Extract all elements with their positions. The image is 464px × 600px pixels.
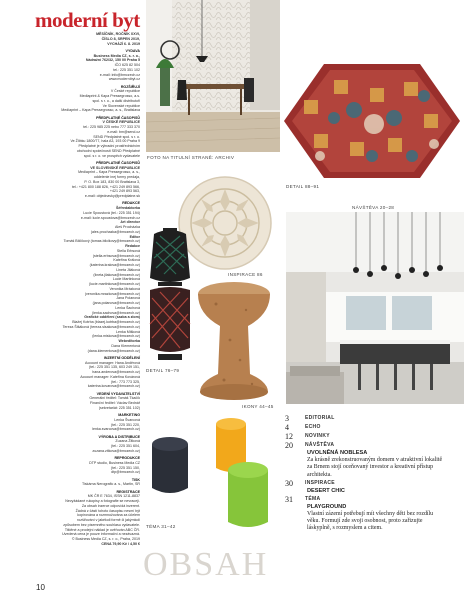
imprint-line: Blažej Kotrba (blazej.kotrba@bmczech.cz) (72, 320, 140, 324)
imprint-line: VYCHÁZÍ 6. 8. 2019 (107, 41, 140, 46)
imprint-line: zuzana.zitkova@bmczech.cz) (92, 448, 140, 453)
imprint-line: hana.anderova@bmczech.cz) (92, 370, 140, 374)
imprint-line: Ve Slovenské republice (102, 103, 140, 108)
toc-section-title: ECHO (305, 424, 321, 430)
imprint-line: DTP studio, Business Media CZ (89, 460, 140, 465)
imprint-line: VE SLOVENSKÉ REPUBLICE (90, 165, 140, 170)
toc-entry[interactable] (285, 479, 445, 488)
cover-photo (146, 0, 280, 152)
magazine-logo: moderní byt (35, 8, 140, 32)
toc-page-number: 3 (285, 414, 289, 423)
lanterns-photo (146, 228, 194, 366)
hexagon-rug-photo (284, 60, 464, 182)
imprint-line: Lenka Šachová (115, 305, 140, 310)
imprint-line: kopírována a rozmnožována za účelem (77, 513, 140, 518)
imprint-line: Account manager: Kateřina Kovárová (80, 374, 140, 379)
imprint-line: Mediaprint – Kapa Pressegrosso, a. s., (78, 170, 140, 175)
toc-page-number: 30 (285, 478, 293, 488)
inspirace-caption: INSPIRACE 86 (228, 272, 263, 277)
imprint-line: Tomáš Bílčíkový (tomas.bilcikovy@bmczech.cz) (63, 239, 140, 244)
imprint-line: Kateřina Králová (113, 258, 140, 263)
imprint-line: Finanční ředitel: Václav Bednář (90, 401, 140, 405)
imprint-line: REGISTRACE (116, 489, 140, 494)
imprint-line: www.moderníbyt.cz (108, 77, 140, 82)
imprint-line: Jana Polanová (116, 296, 140, 301)
imprint-line: tel.: 225 351 102 (113, 67, 140, 72)
kids-stools-image (146, 414, 282, 530)
imprint-line: (lenka.miskova@bmczech.cz) (92, 334, 140, 339)
toc-page-number: 4 (285, 423, 289, 432)
imprint-line: (lineta.jilakova@bmczech.cz) (93, 272, 140, 277)
imprint-line: e-mail: lucie.spoustova@bmczech.cz (80, 215, 140, 220)
imprint-line: +421 249 893 563, (109, 189, 140, 194)
detail-88-caption: DETAIL 88–91 (286, 184, 320, 189)
imprint-line: e-mail: bm@send.cz (107, 129, 140, 134)
cork-stool-image (196, 280, 272, 402)
imprint-line: (tel.: 225 351 604, (111, 444, 140, 448)
toc-entry[interactable] (285, 495, 445, 504)
imprint-line: Account manager: Hana Anděrová (85, 360, 140, 365)
tema-caption: TÉMA 31–42 (146, 524, 176, 529)
imprint-line: Nádražní 762/32, 150 00 Praha 5 (85, 58, 140, 63)
imprint-line: (dana.klementova@bmczech.cz) (87, 348, 140, 353)
toc-section-title: TÉMA (305, 495, 321, 502)
imprint-line: rozšiřování v jakékoli formě či jakýmkoli (77, 518, 140, 522)
imprint-line: REDAKCE (122, 201, 140, 206)
imprint-line: Za obsah inzerce odpovídá inzerent. (81, 503, 140, 508)
imprint-line: Uvedená cena je pouze informační a nezávazná. (62, 532, 140, 537)
imprint-line: MARKETING (118, 413, 140, 417)
imprint-line: V ČESKÉ REPUBLICE (102, 120, 140, 125)
lanterns-image (146, 228, 194, 366)
imprint-line: TISK (131, 477, 140, 482)
navsteva-photo (286, 212, 464, 404)
cover-caption: FOTO NA TITULNÍ STRANĚ: ARCHIV (147, 155, 235, 160)
toc-page-number: 31 (285, 494, 293, 504)
imprint-line: Stella Erbsová (116, 248, 140, 253)
imprint-line: VÝROBA A DISTRIBUCE (98, 434, 140, 439)
imprint-line: obchodní společnosti SEND Předplatné (76, 148, 140, 153)
imprint-line: (katerina.kralova@bmczech.cz) (89, 263, 140, 267)
imprint-line: (veronika.mrazkova@bmczech.cz) (84, 291, 140, 296)
imprint-line: Zuzana Žitková (115, 439, 140, 444)
toc-page-number: 12 (285, 432, 293, 441)
imprint-line: Aleš Procházka (115, 225, 140, 229)
cork-stool-photo (196, 280, 272, 402)
imprint-line: Veronika Mrázková (109, 286, 140, 291)
imprint-line: MK ČR E 7634, ISSN 1211-8837 (87, 494, 140, 499)
imprint-line: spol. s r. o. ve prospěch vydavatele (83, 153, 140, 158)
toc-section-title: NÁVŠTĚVA (305, 442, 335, 448)
imprint-line: Art director (120, 220, 140, 225)
imprint-line: VYDAVA (125, 48, 140, 53)
imprint-line: Editor (129, 234, 140, 239)
imprint-line: (tel.: 773 773 325, (111, 379, 140, 384)
cover-photo-image (146, 0, 280, 152)
imprint-line: (tel.: 225 351 220, (111, 422, 140, 427)
kids-stools-photo (146, 414, 282, 530)
imprint-line: INZERTNÍ ODDĚLENÍ (103, 355, 140, 360)
imprint-line: (jana.polanova@bmczech.cz) (92, 301, 140, 305)
imprint-line: e-mail: objednavky@predplatne.sk (84, 194, 140, 198)
imprint-line: VEDENÍ VYDAVATELSTVÍ (96, 391, 140, 396)
toc-entry[interactable] (285, 423, 445, 432)
toc-page-number: 20 (285, 441, 293, 450)
imprint-line: Lucie Spoustová (tel.: 225 351 194) (83, 210, 140, 215)
imprint-line: © Business Media CZ, s. r. o., Praha, 2019 (71, 537, 140, 541)
ikony-caption: IKONY 44–45 (242, 404, 274, 409)
imprint-line: Mediaprint & Kapa Pressegrosso, a.s. (79, 94, 140, 98)
imprint-line: Šéfredaktorka (116, 206, 140, 210)
imprint-line: PŘEDPLATNÉ ČASOPISŮ (96, 115, 140, 120)
toc-section-title: INSPIRACE (305, 479, 335, 486)
imprint-line: Business Media CZ, s. r. o., (93, 53, 140, 58)
toc-entry[interactable] (285, 441, 445, 450)
toc-entry[interactable] (285, 432, 445, 441)
imprint-line: Lineta Jiláková (116, 267, 140, 272)
hexagon-rug-image (284, 60, 464, 182)
imprint-line: Lenka Mišková (116, 329, 140, 334)
imprint-line: (tel.: 225 351 150, (111, 465, 140, 470)
imprint-line: Grafické oddělení (sazba a zlom) (84, 315, 140, 320)
imprint-line: Mediaprint – Kapa Pressegrosso, a. s., Bratislava (61, 108, 140, 113)
imprint-line: (sekretariát: 225 351 102) (98, 405, 140, 410)
imprint-line: Tiskárna Nerografic a. s., Martin, SR (82, 482, 140, 487)
imprint-line: REPRODUKCE (114, 456, 140, 460)
toc-entry[interactable] (285, 414, 445, 423)
imprint-line: (lucie.martinkova@bmczech.cz) (89, 282, 140, 286)
imprint-line: oddelenie inej formy predaja, (93, 175, 140, 179)
imprint-line: Žádná z částí tohoto časopisu nesmí být (75, 508, 140, 513)
imprint-line: Tereza Šišáková (tereza.sisakova@bmczech.cz) (62, 324, 140, 329)
page-number: 10 (36, 583, 45, 592)
imprint-line: ROZŠIŘUJÍ (120, 84, 140, 89)
navsteva-caption: NÁVŠTĚVA 20–28 (352, 205, 395, 210)
imprint-line: Předplatné je výhradní prostřednictvím (78, 144, 140, 148)
imprint-line: Redakce (125, 244, 140, 248)
imprint-line: lenka.svarcova@bmczech.cz) (92, 427, 140, 432)
imprint-line: Ve Žlíbku 1800/77, hala A3, 193 00 Praha 9 (70, 139, 140, 144)
imprint-column (34, 32, 140, 547)
imprint-line: dtp@bmczech.cz) (111, 470, 140, 475)
imprint-line: způsobem bez písemného souhlasu vydavatele. (63, 522, 140, 527)
imprint-line: (stella.erbsova@bmczech.cz) (92, 253, 140, 258)
imprint-line: e-mail: info@bmczech.cz (99, 72, 140, 77)
imprint-line: V České republice (110, 89, 140, 94)
feature-description-3: Vlastní zázemí potřebují mít všechny děti bez rozdílu věku. Formují zde svoji osobnost, proto zařizujte láskyplně, s rozmyslem a citem. (307, 510, 434, 532)
imprint-line: Dana Klementová (111, 343, 140, 348)
imprint-line: tel.: +421 800 188 826, +421 249 893 566, (72, 184, 140, 189)
imprint-line: (lenka.sachova@bmczech.cz) (92, 310, 140, 315)
imprint-line: (tel.: 225 351 135, 603 249 151, (89, 365, 140, 370)
feature-subtitle-3: PLAYGROUND (307, 503, 347, 510)
imprint-line: ČÍSLO 8, SRPEN 2019, (101, 36, 140, 41)
table-of-contents (285, 414, 445, 533)
imprint-line: Lenka Švarcová (114, 417, 140, 422)
feature-subtitle-1: UVOLNĚNÁ NOBLESA (307, 450, 368, 456)
imprint-line: (ales.prochazka@bmczech.cz) (90, 229, 140, 234)
imprint-line: Nevyžádané rukopisy a fotografie se nevracejí. (65, 499, 140, 503)
imprint-line: Webeditorka (118, 339, 140, 343)
detail-76-caption: DETAIL 76–79 (146, 368, 180, 373)
imprint-line: IČO 625 82 504 (114, 63, 140, 67)
imprint-line: Generální ředitel: Tomáš Tkačík (89, 396, 140, 401)
imprint-line: Lucie Martinková (112, 277, 140, 282)
imprint-line: Tištěné a prodejní náklad je ověřován ABC ČR. (64, 527, 140, 532)
imprint-line: spol. s r. o., a další distributoři (92, 98, 140, 103)
imprint-line: CENA 79,90 Kč / 4,50 € (101, 541, 140, 546)
imprint-line: tel.: 225 985 225 nebo 777 333 370 (83, 125, 140, 129)
toc-section-title: NOVINKY (305, 433, 330, 439)
feature-description-1: Za krásně zrekonstruovaným domem v atraktivní lokalitě za Brnem stojí oceňovaný investor a kreativní přístup architekta. (307, 457, 443, 478)
feature-subtitle-2: DESERT CHIC (307, 487, 345, 494)
imprint-line: SEND Předplatné spol. s r. o. (93, 134, 140, 139)
imprint-line: P. O. Box 183, 830 00 Bratislava 3, (84, 179, 140, 184)
section-title: OBSAH (143, 546, 269, 583)
imprint-line: PŘEDPLATNÉ ČASOPISŮ (96, 160, 140, 165)
imprint-line: MĚSÍČNÍK, ROČNÍK XXVI, (96, 32, 140, 36)
imprint-line: katerina.kovarova@bmczech.cz) (87, 384, 140, 389)
toc-section-title: EDITORIAL (305, 415, 335, 421)
navsteva-image (286, 212, 464, 404)
